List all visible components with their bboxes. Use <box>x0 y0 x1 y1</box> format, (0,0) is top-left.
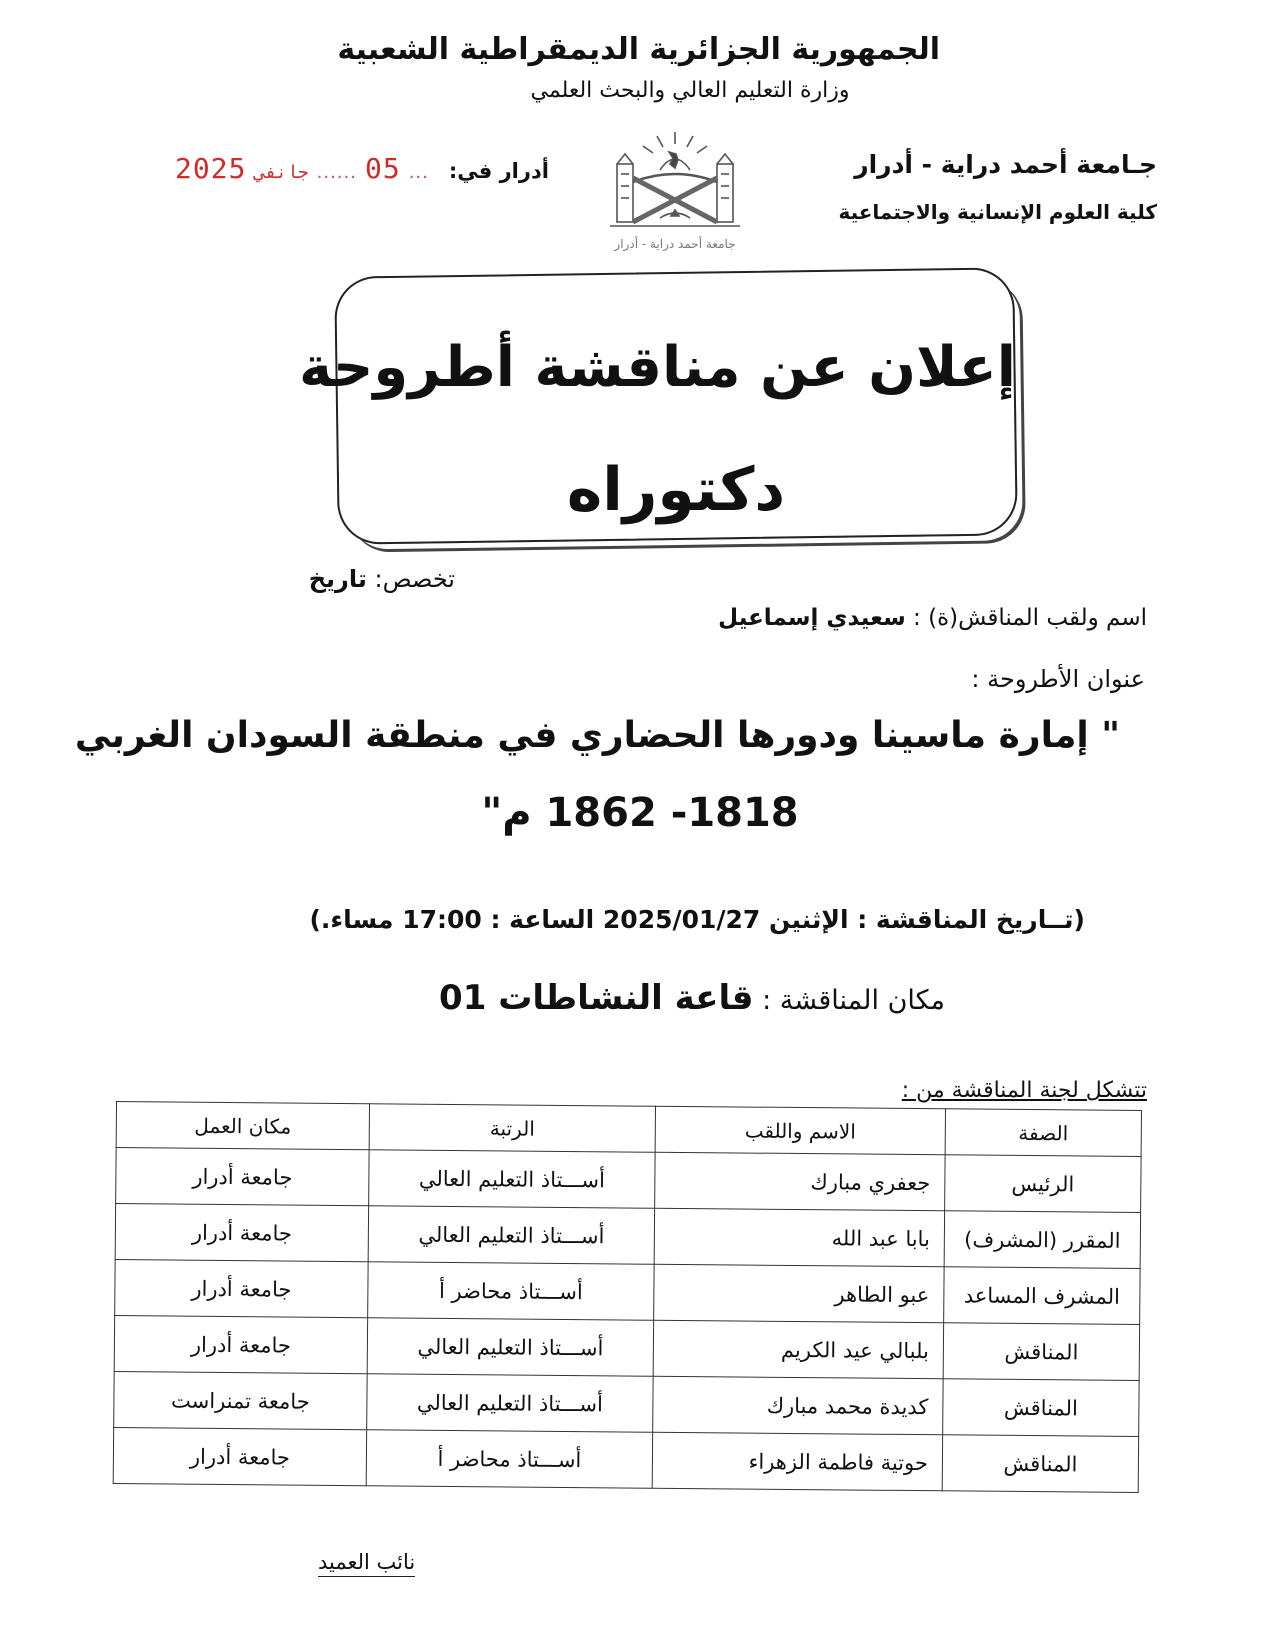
member-name: كديدة محمد مبارك <box>653 1376 943 1435</box>
member-rank: أســـتاذ التعليم العالي <box>367 1318 653 1376</box>
candidate <box>718 605 1147 631</box>
announcement-subtitle: دكتوراه <box>566 455 786 525</box>
specialty <box>309 565 455 593</box>
thesis-years: 1818- 1862 م" <box>481 790 799 836</box>
member-role: المناقش <box>942 1435 1138 1493</box>
member-workplace: جامعة أدرار <box>114 1316 367 1374</box>
committee-table <box>113 1101 1142 1493</box>
table-row <box>113 1428 1138 1493</box>
date-label: أدرار في: <box>448 159 549 183</box>
candidate-name: سعيدي إسماعيل <box>718 605 906 631</box>
defense-venue <box>439 978 945 1018</box>
committee-table-wrap <box>113 1101 1142 1493</box>
member-workplace: جامعة تمنراست <box>114 1372 367 1430</box>
column-header-rank: الرتبة <box>369 1104 655 1152</box>
member-name: بابا عبد الله <box>654 1208 944 1267</box>
member-role: المقرر (المشرف) <box>944 1211 1140 1269</box>
member-role: المناقش <box>943 1323 1139 1381</box>
column-header-role: الصفة <box>945 1109 1141 1157</box>
member-role: المناقش <box>943 1379 1139 1437</box>
table-row <box>114 1316 1139 1381</box>
table-row <box>116 1148 1141 1213</box>
committee-intro: تتشكل لجنة المناقشة من : <box>901 1078 1147 1103</box>
thesis-title: " إمارة ماسينا ودورها الحضاري في منطقة السودان الغربي <box>74 715 1120 756</box>
specialty-value: تاريخ <box>308 565 367 593</box>
date-dots: ...... <box>316 162 357 183</box>
venue-name: قاعة النشاطات 01 <box>439 978 754 1018</box>
member-rank: أســـتاذ محاضر أ <box>368 1262 654 1320</box>
table-row <box>115 1204 1140 1269</box>
stamp-day: 05 <box>364 152 401 185</box>
member-workplace: جامعة أدرار <box>113 1428 366 1486</box>
date-dots: ... <box>408 162 429 183</box>
member-name: جعفري مبارك <box>655 1152 945 1211</box>
member-name: عبو الطاهر <box>654 1264 944 1323</box>
logo-caption: جامعة أحمد دراية - أدرار <box>614 237 736 251</box>
signatory-title: نائب العميد <box>318 1550 415 1577</box>
member-rank: أســـتاذ التعليم العالي <box>368 1206 654 1264</box>
member-rank: أســـتاذ التعليم العالي <box>369 1150 655 1208</box>
date-line <box>175 152 549 185</box>
member-rank: أســـتاذ التعليم العالي <box>367 1374 653 1432</box>
defense-datetime: (تــاريخ المناقشة : الإثنين 2025/01/27 الساعة : 17:00 مساء.) <box>309 905 1085 934</box>
university-name: جـامعة أحمد دراية - أدرار <box>854 150 1157 179</box>
member-name: حوتية فاطمة الزهراء <box>652 1432 942 1491</box>
specialty-label: تخصص: <box>374 565 455 593</box>
republic-heading: الجمهورية الجزائرية الديمقراطية الشعبية <box>337 32 940 67</box>
faculty-name: كلية العلوم الإنسانية والاجتماعية <box>838 200 1157 224</box>
member-workplace: جامعة أدرار <box>116 1148 369 1206</box>
stamp-month: جانفي <box>254 162 309 183</box>
announcement-title: إعلان عن مناقشة أطروحة <box>299 335 1016 400</box>
column-header-name: الاسم واللقب <box>655 1106 945 1155</box>
member-role: الرئيس <box>945 1155 1141 1213</box>
column-header-workplace: مكان العمل <box>116 1102 369 1150</box>
member-role: المشرف المساعد <box>944 1267 1140 1325</box>
member-name: بلبالي عيد الكريم <box>653 1320 943 1379</box>
stamp-year: 2025 <box>175 152 247 185</box>
ministry-heading: وزارة التعليم العالي والبحث العلمي <box>530 78 850 103</box>
member-rank: أســـتاذ محاضر أ <box>366 1430 652 1488</box>
member-workplace: جامعة أدرار <box>115 1204 368 1262</box>
thesis-label: عنوان الأطروحة : <box>971 665 1145 693</box>
venue-label: مكان المناقشة : <box>762 985 945 1016</box>
member-workplace: جامعة أدرار <box>115 1260 368 1318</box>
sun-rays-icon <box>643 132 707 153</box>
table-row <box>114 1372 1139 1437</box>
candidate-label: اسم ولقب المناقش(ة) : <box>913 605 1147 631</box>
table-row <box>115 1260 1140 1325</box>
